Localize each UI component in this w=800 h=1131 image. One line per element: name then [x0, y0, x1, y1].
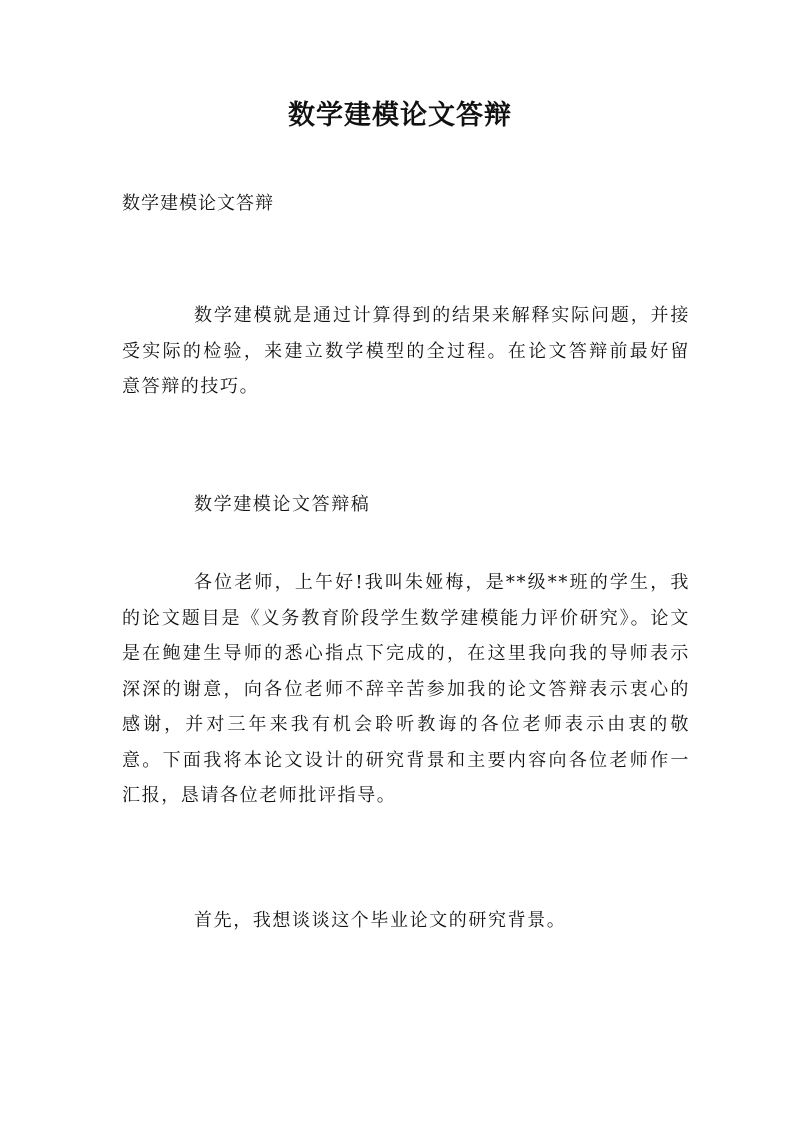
document-title: 数学建模论文答辩 — [288, 100, 512, 131]
intro-paragraph: 数学建模就是通过计算得到的结果来解释实际问题，并接受实际的检验，来建立数学模型的全过程。在论文答辩前最好留意答辩的技巧。 — [122, 305, 690, 397]
speech-heading: 数学建模论文答辩稿 — [194, 494, 371, 515]
research-background-paragraph: 首先，我想谈谈这个毕业论文的研究背景。 — [194, 910, 567, 931]
document-subtitle: 数学建模论文答辩 — [122, 193, 274, 214]
speech-opening-paragraph: 各位老师，上午好!我叫朱娅梅，是**级**班的学生，我的论文题目是《义务教育阶段学生数学建模能力评价研究》。论文是在鲍建生导师的悉心指点下完成的，在这里我向我的导师表示深深的谢意，向各位老师不辞辛苦参加我的论文答辩表示衷心的感谢，并对三年来我有机会聆听教诲的各位老师表示由衷的敬意。下面我将本论文设计的研究背景和主要内容向各位老师作一汇报，恳请各位老师批评指导。 — [122, 572, 690, 806]
